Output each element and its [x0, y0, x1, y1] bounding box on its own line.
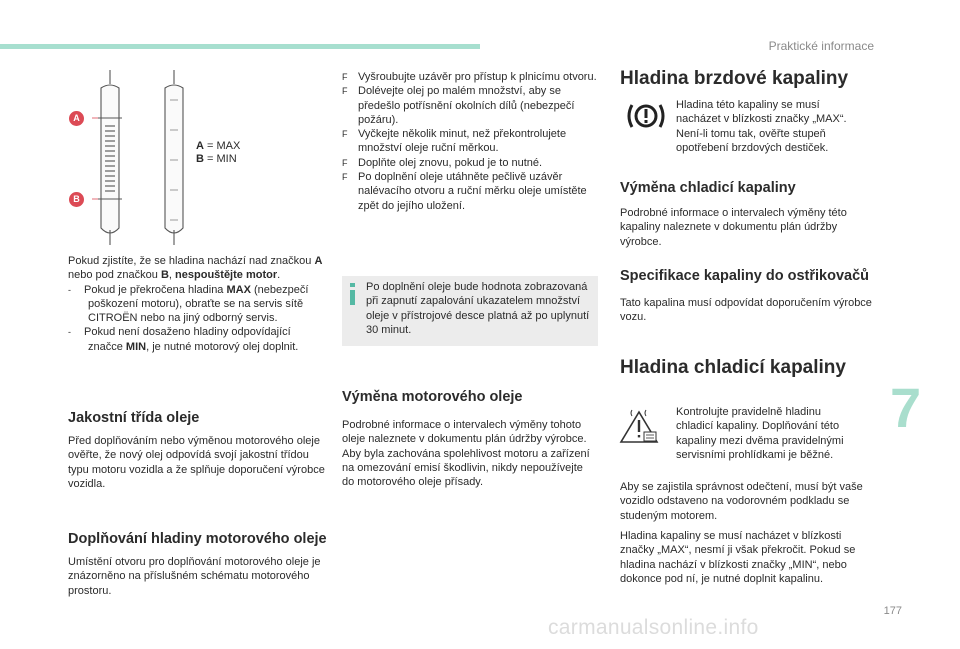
oil-level-mark-a: A [314, 255, 323, 267]
brake-warning-icon [625, 100, 667, 132]
oil-level-item-min [68, 325, 326, 354]
oil-level-item-max [68, 283, 326, 326]
refill-step-text: Vyčkejte několik minut, než překontrolujete množství oleje ruční měrkou. [358, 128, 567, 155]
legend-a-text: = MAX [203, 140, 241, 152]
legend-b-label: B [196, 153, 204, 165]
oil-change-paragraph-1: Podrobné informace o intervalech výměny tohoto oleje naleznete v dokumentu plán údržby výrobce. [342, 419, 587, 446]
refill-step-text: Vyšroubujte uzávěr pro přístup k plnicímu otvoru. [358, 71, 597, 83]
oil-refill-heading: Doplňování hladiny motorového oleje [68, 531, 327, 547]
item-min-bold: MIN [125, 340, 147, 353]
coolant-change-heading: Výměna chladicí kapaliny [620, 180, 796, 196]
oil-level-text-1: Pokud zjistíte, že se hladina nachází nad značkou [68, 255, 315, 267]
dipstick-illustration [92, 70, 192, 245]
coolant-reading-text: Aby se zajistila správnost odečtení, musí být vaše vozidlo odstaveno na vodorovném podkladu se studeným motorem. [620, 481, 863, 522]
arrow-bullet-icon: F [342, 172, 348, 183]
marker-a-badge: A [69, 111, 84, 126]
refill-steps-list [342, 70, 597, 213]
item-min-text-2: , je nutné motorový olej doplnit. [146, 340, 299, 353]
coolant-refill-text: Hladina kapaliny se musí nacházet v blízkosti značky „MAX“, nesmí ji však překročit. Pokud se hladina nachází v blízkosti značky „MIN“, nebo dokonce pod ní, je nutné doplnit kapalinu. [620, 530, 856, 585]
refill-step [342, 127, 597, 156]
item-max-text-1: Pokud je překročena hladina [84, 283, 227, 296]
oil-change-heading: Výměna motorového oleje [342, 389, 523, 405]
oil-change-text [342, 418, 598, 489]
refill-step-text: Po doplnění oleje utáhněte pečlivě uzávěr nalévacího otvoru a ruční měrku oleje umístěte zpět do jejího uložení. [358, 171, 587, 212]
brake-fluid-heading: Hladina brzdové kapaliny [620, 68, 849, 89]
oil-level-warning: nespouštějte motor [175, 269, 278, 282]
oil-change-paragraph-2: Aby byla zachována spolehlivost motoru a zařízení na omezování emisí škodlivin, nikdy nepoužívejte do motorového oleje přísady. [342, 447, 590, 489]
info-icon [348, 283, 357, 305]
oil-level-mark-b: B [160, 269, 169, 282]
oil-level-text-2: nebo pod značkou [68, 269, 161, 282]
oil-level-text [68, 254, 326, 354]
refill-step-text: Dolévejte olej po malém množství, aby se předešlo potřísnění okolních dílů (nebezpečí požáru). [358, 85, 575, 126]
oil-quality-text: Před doplňováním nebo výměnou motorového oleje ověřte, že nový olej odpovídá svojí jakostní třídou typu motoru vozidla a že splňuje doporučení výrobce vozidla. [68, 435, 325, 490]
dash-bullet: - [68, 284, 71, 295]
item-max-text-2: (nebezpečí poškození motoru), obraťte se na servis sítě CITROËN nebo na jiný odborný servis. [88, 283, 309, 325]
washer-fluid-heading: Specifikace kapaliny do ostřikovačů [620, 268, 870, 284]
oil-quality-heading: Jakostní třída oleje [68, 410, 200, 426]
refill-step [342, 170, 597, 213]
refill-step [342, 84, 597, 127]
dipstick-legend [196, 140, 240, 166]
dash-bullet: - [68, 327, 71, 338]
oil-level-text-3: , [168, 269, 176, 282]
brake-fluid-text: Hladina této kapaliny se musí nacházet v blízkosti značky „MAX“. Není-li tomu tak, ověřte stupeň opotřebení brzdových destiček. [676, 99, 847, 154]
refill-step [342, 70, 597, 84]
legend-b-text: = MIN [203, 153, 237, 165]
section-accent-bar [0, 44, 480, 49]
marker-b-badge: B [69, 192, 84, 207]
arrow-bullet-icon: F [342, 72, 348, 82]
chapter-number: 7 [890, 376, 922, 439]
item-max-bold: MAX [226, 283, 251, 296]
oil-level-text-4: . [277, 269, 281, 282]
item-min-text-1: Pokud není dosaženo hladiny odpovídající značce [84, 326, 291, 353]
coolant-level-heading: Hladina chladicí kapaliny [620, 357, 846, 378]
watermark: carmanualsonline.info [548, 616, 759, 639]
arrow-bullet-icon: F [342, 86, 348, 97]
legend-a-label: A [196, 140, 204, 152]
coolant-change-text: Podrobné informace o intervalech výměny této kapaliny naleznete v dokumentu plán údržby výrobce. [620, 207, 847, 248]
section-header: Praktické informace [768, 39, 874, 53]
washer-fluid-text: Tato kapalina musí odpovídat doporučením výrobce vozu. [620, 297, 872, 324]
arrow-bullet-icon: F [342, 129, 348, 140]
arrow-bullet-icon: F [342, 157, 348, 168]
oil-level-paragraph [68, 254, 326, 283]
hot-fluid-warning-icon [618, 408, 660, 446]
page-number: 177 [883, 605, 902, 617]
oil-refill-text: Umístění otvoru pro doplňování motorového oleje je znázorněno na příslušném schématu motorového prostoru. [68, 556, 321, 597]
refill-step [342, 156, 597, 170]
refill-step-text: Doplňte olej znovu, pokud je to nutné. [358, 156, 543, 169]
coolant-level-text: Kontrolujte pravidelně hladinu chladicí kapaliny. Doplňování této kapaliny mezi dvěma pravidelnými servisními prohlídkami je běžné. [676, 406, 844, 461]
info-text: Po doplnění oleje bude hodnota zobrazovaná při zapnutí zapalování ukazatelem množství oleje v přístrojové desce platná až po uplynutí 30 minut. [366, 281, 590, 336]
